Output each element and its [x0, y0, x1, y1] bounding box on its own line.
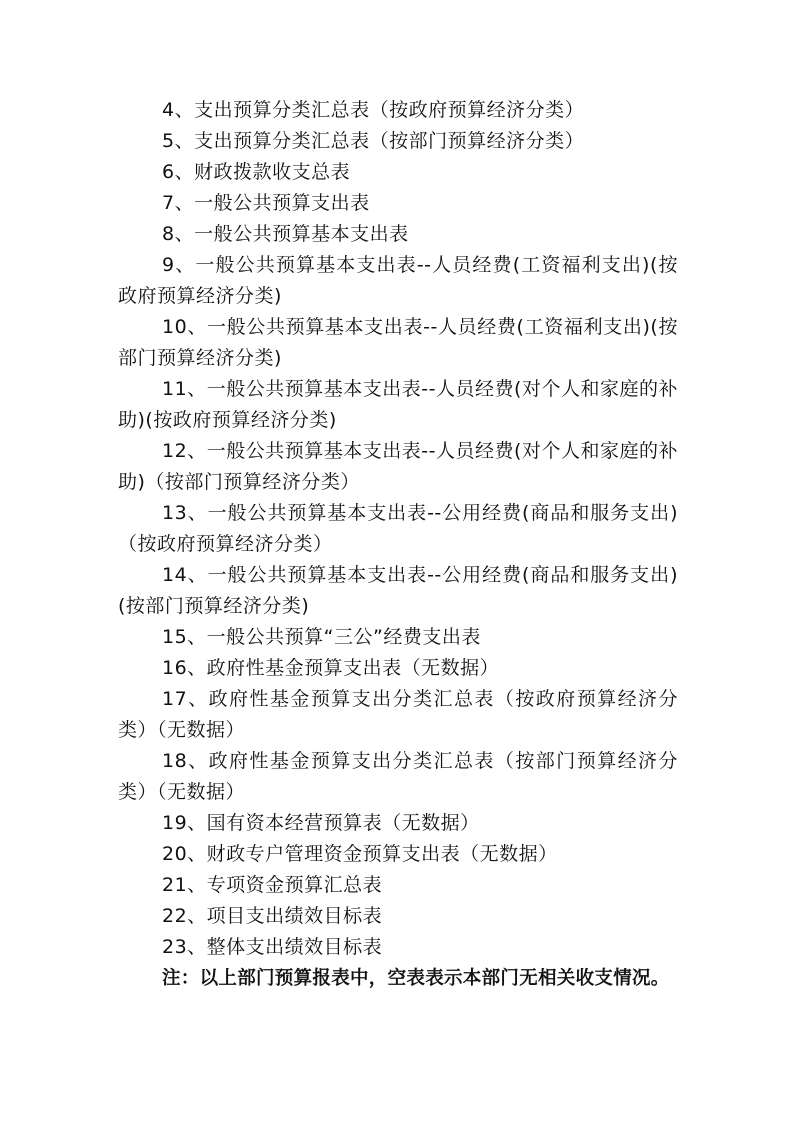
list-item: 10、一般公共预算基本支出表--人员经费(工资福利支出)(按部门预算经济分类): [118, 316, 678, 369]
list-item: 15、一般公共预算“三公”经费支出表: [162, 626, 481, 648]
list-item: 16、政府性基金预算支出表（无数据）: [162, 657, 500, 679]
list-item: 9、一般公共预算基本支出表--人员经费(工资福利支出)(按政府预算经济分类): [118, 254, 678, 307]
list-item: 6、财政拨款收支总表: [162, 161, 351, 183]
list-item: 4、支出预算分类汇总表（按政府预算经济分类）: [162, 99, 585, 121]
list-item: 11、一般公共预算基本支出表--人员经费(对个人和家庭的补助)(按政府预算经济分类): [118, 378, 678, 431]
list-item: 14、一般公共预算基本支出表--公用经费(商品和服务支出)(按部门预算经济分类): [118, 564, 678, 617]
report-list: [118, 95, 678, 994]
list-item: 20、财政专户管理资金预算支出表（无数据）: [162, 843, 558, 865]
list-item: 21、专项资金预算汇总表: [162, 874, 383, 896]
footnote: 注：以上部门预算报表中，空表表示本部门无相关收支情况。: [162, 968, 670, 989]
list-item: 17、政府性基金预算支出分类汇总表（按政府预算经济分类）（无数据）: [118, 688, 678, 741]
list-item: 8、一般公共预算基本支出表: [162, 223, 409, 245]
list-item: 12、一般公共预算基本支出表--人员经费(对个人和家庭的补助)（按部门预算经济分类）: [118, 440, 678, 493]
list-item: 18、政府性基金预算支出分类汇总表（按部门预算经济分类）（无数据）: [118, 750, 678, 803]
list-item: 19、国有资本经营预算表（无数据）: [162, 812, 480, 834]
list-item: 23、整体支出绩效目标表: [162, 936, 383, 958]
list-item: 7、一般公共预算支出表: [162, 192, 370, 214]
list-item: 5、支出预算分类汇总表（按部门预算经济分类）: [162, 130, 585, 152]
list-item: 22、项目支出绩效目标表: [162, 905, 383, 927]
list-item: 13、一般公共预算基本支出表--公用经费(商品和服务支出)（按政府预算经济分类）: [118, 502, 678, 555]
